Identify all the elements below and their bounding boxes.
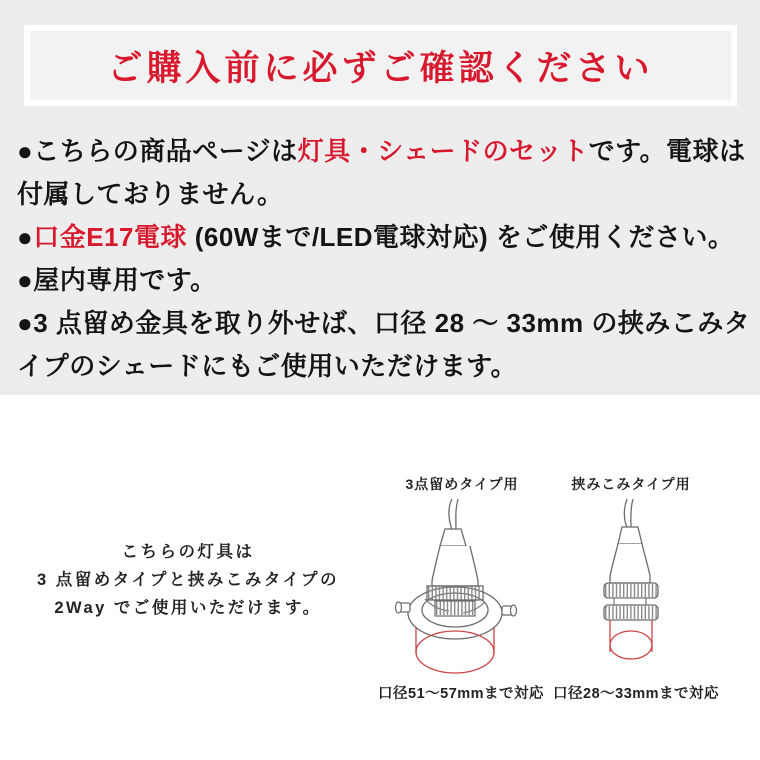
- notice-line: [17, 345, 747, 388]
- socket-cap-icon: [618, 527, 642, 544]
- notice-line: [17, 216, 747, 259]
- notice-segment: ●3 点留め金具を取り外せば、口径 28 〜 33mm の挟みこみタ: [17, 308, 751, 338]
- clamp-ring-upper-icon: [604, 583, 658, 598]
- cord-line-icon: [449, 499, 452, 530]
- figure-label-three-point: 3点留めタイプ用: [405, 476, 519, 492]
- cord-line-icon: [624, 499, 627, 527]
- socket-knurl-lower-icon: [435, 601, 475, 616]
- clamp-ring-lower-icon: [604, 605, 658, 620]
- notice-segment: 灯具・シェードのセット: [297, 136, 589, 166]
- notice-segment: 付属しておりません。: [17, 179, 284, 209]
- socket-knurl-upper-icon: [427, 586, 483, 600]
- figure-label-clamp: 挟みこみタイプ用: [571, 476, 691, 492]
- notice-segment: 口金E17電球: [33, 222, 187, 252]
- notice-segment: イプのシェードにもご使用いただけます。: [17, 351, 518, 381]
- notice-segment: ●こちらの商品ページは: [17, 136, 298, 166]
- notice-line: [17, 259, 747, 302]
- two-way-description-line: 2Way でご使用いただけます。: [54, 599, 322, 617]
- figure-caption-clamp: 口径28〜33mmまで対応: [553, 686, 720, 702]
- two-way-description-line: 3 点留めタイプと挟みこみタイプの: [36, 571, 340, 589]
- socket-cap-icon: [440, 529, 466, 546]
- bracket-screw-left-icon: [396, 602, 411, 613]
- page-title: ご購入前に必ずご確認ください: [107, 48, 654, 88]
- figure-caption-three-point: 口径51〜57mmまで対応: [378, 686, 545, 702]
- bracket-screw-right-icon: [502, 605, 517, 616]
- socket-body-icon: [432, 546, 478, 586]
- notice-line: [17, 130, 747, 173]
- socket-neck-icon: [614, 598, 646, 605]
- notice-list: [17, 130, 751, 388]
- notice-segment: です。電球は: [588, 136, 746, 166]
- notice-segment: (60Wまで/LED電球対応) をご使用ください。: [186, 222, 735, 252]
- socket-body-icon: [610, 544, 650, 583]
- notice-segment: ●屋内専用です。: [17, 265, 217, 295]
- notice-segment: ●: [17, 222, 34, 252]
- notice-line: [17, 302, 751, 345]
- two-way-description: [22, 538, 354, 622]
- notice-header-box: [24, 25, 737, 106]
- two-way-description-line: こちらの灯具は: [121, 543, 255, 561]
- three-point-fixture-illustration: [386, 496, 526, 678]
- notice-line: [17, 173, 747, 216]
- shade-opening-mark-icon: [610, 620, 652, 659]
- clamp-fixture-illustration: [562, 496, 702, 678]
